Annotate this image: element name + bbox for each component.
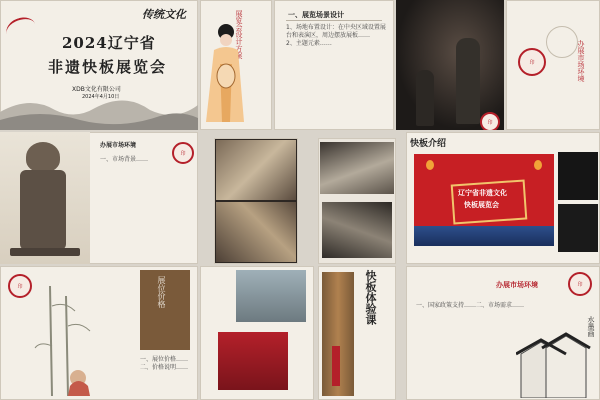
performer-figure-2 — [416, 70, 434, 126]
lantern-decoration — [426, 160, 434, 170]
brand-seal-icon: 印 — [518, 48, 546, 76]
bamboo-illustration — [30, 286, 110, 396]
ink-village-illustration — [516, 314, 596, 398]
section-heading: 办展市场环境 — [100, 142, 137, 149]
slide-title-year: 2024辽宁省 — [62, 34, 156, 52]
dark-thumbnail — [558, 152, 598, 200]
performer-figure — [456, 38, 480, 124]
red-tassel-decoration — [332, 346, 340, 386]
section-body: 一、展位价格……二、价格说明…… — [140, 356, 189, 371]
section-body: 1、场地布置设计：在中央区域设置展台和表演区，周边摆放展板…… 2、主题元素…… — [286, 24, 386, 47]
slide-clapper-class[interactable] — [318, 266, 396, 400]
brand-seal-icon: 印 — [172, 142, 194, 164]
divider — [286, 20, 382, 21]
booth-render-2 — [322, 202, 392, 258]
banner-title-2: 快板展览会 — [464, 200, 499, 209]
vertical-title: 展位价格 — [157, 276, 166, 308]
slide-title[interactable] — [0, 0, 198, 130]
slide-scene-design[interactable] — [274, 0, 394, 130]
slide-interior-renders[interactable] — [214, 138, 298, 264]
performer-image — [396, 0, 504, 130]
brand-seal-icon: 印 — [480, 112, 500, 130]
banner-image — [414, 154, 554, 246]
slide-activity-photos[interactable] — [200, 266, 314, 400]
banner-title-1: 辽宁省非遗文化 — [458, 188, 507, 197]
section-heading: 办展市场环境 — [496, 280, 538, 289]
lantern-decoration — [534, 160, 542, 170]
slide-clapper-intro[interactable] — [406, 132, 600, 264]
decorative-circle — [546, 26, 578, 58]
red-performance-photo — [218, 332, 288, 390]
vertical-title: 展览会设计方案 — [235, 10, 243, 59]
render-top — [216, 140, 296, 200]
slide-booth-renders[interactable] — [318, 138, 396, 264]
brand-seal-icon: 印 — [568, 272, 592, 296]
section-body: 一、国家政策支持……二、市场需求…… — [416, 302, 525, 309]
section-heading: 快板介绍 — [410, 139, 447, 149]
slide-performer-photo[interactable] — [396, 0, 504, 130]
slide-market-title[interactable] — [506, 0, 600, 130]
slide-booth-price[interactable] — [0, 266, 198, 400]
section-heading: 一、展览场景设计 — [288, 10, 344, 19]
vertical-title: 快板体验课 — [364, 270, 377, 325]
brand-seal-icon: 印 — [8, 274, 32, 298]
section-body: 一、市场背景…… — [100, 156, 149, 163]
dark-thumbnail — [558, 204, 598, 252]
vertical-title: 办展市场环境 — [577, 40, 585, 82]
render-bottom — [216, 202, 296, 262]
lady-illustration — [200, 14, 250, 124]
classroom-photo — [236, 270, 306, 322]
event-date: 2024年4月10日 — [82, 94, 120, 100]
slide-title-main: 非遗快板展览会 — [48, 58, 168, 76]
side-label: 水墨画 — [587, 316, 595, 337]
booth-render-1 — [320, 142, 394, 194]
red-branch-decoration — [3, 14, 39, 45]
company-name: XDB文化有限公司 — [72, 86, 121, 93]
statue-photo — [0, 132, 90, 264]
slide-market-environment[interactable] — [0, 132, 198, 264]
brand-logo: 传统文化 — [142, 8, 186, 21]
slide-design-plan[interactable] — [200, 0, 272, 130]
slide-market-policy[interactable] — [406, 266, 600, 400]
